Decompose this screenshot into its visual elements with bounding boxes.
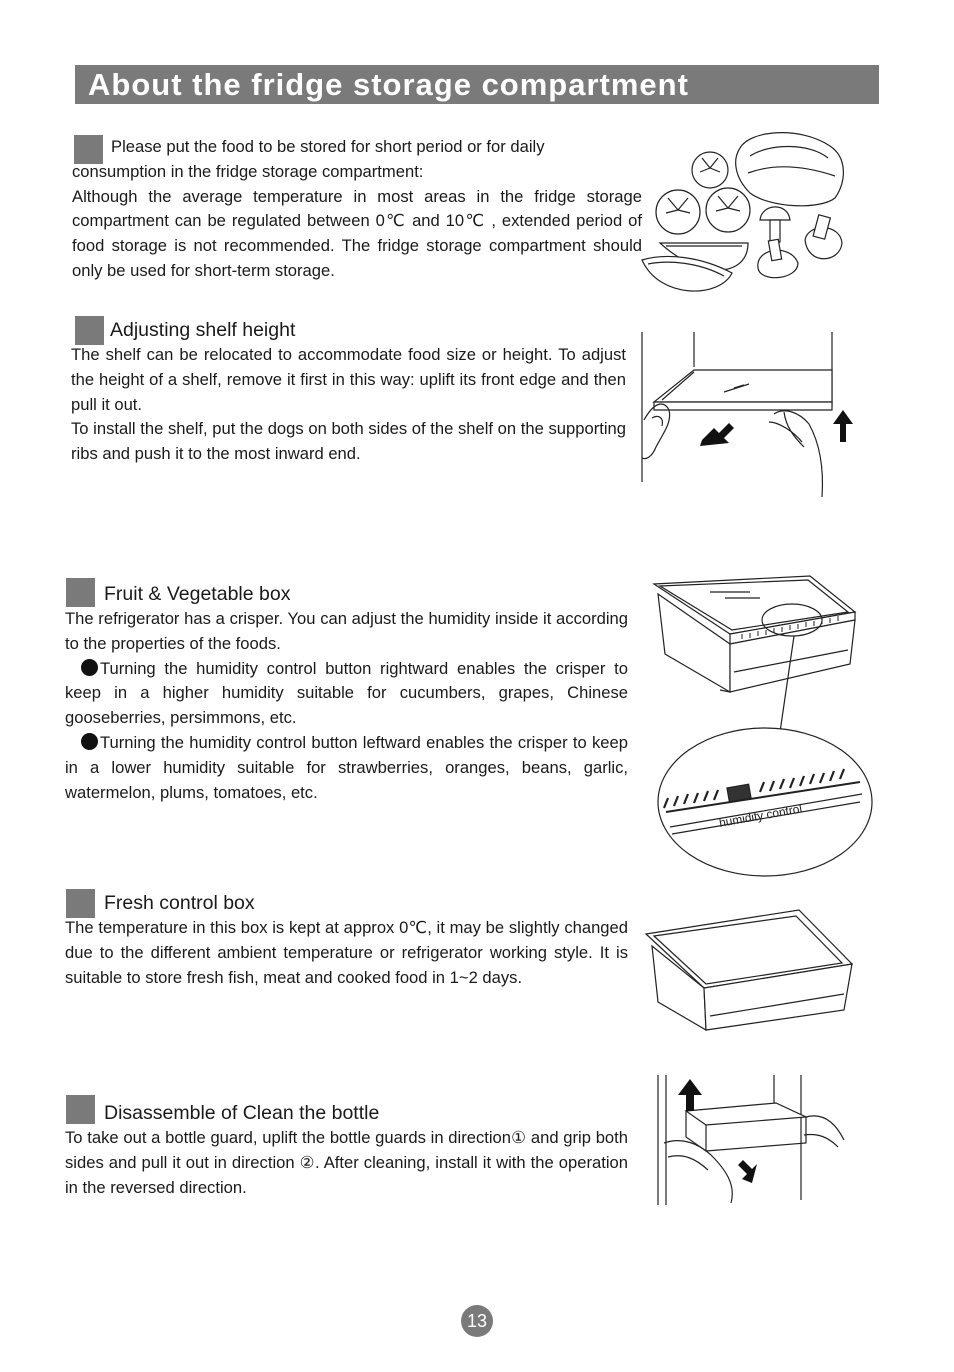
bottle-paragraph-1: To take out a bottle guard, uplift the bottle guards in direction① and grip both sides and pull it out in direction ②. After cleaning, install it with the operation in the reversed direction. [65,1128,628,1197]
intro-line-2: Although the average temperature in most areas in the fridge storage compartment can be regulated between 0℃ and 10℃ , extended period of food storage is not recommended. The fridge storage compartment should only be used for short-term storage. [72,186,642,280]
food-illustration [640,128,850,303]
crisper-paragraph-1: The refrigerator has a crisper. You can adjust the humidity inside it according to the properties of the foods. [65,609,628,653]
shelf-illustration [634,332,864,497]
intro-line-1: Please put the food to be stored for short period or for daily consumption in the fridge storage compartment: [72,137,545,181]
fresh-text [65,916,628,990]
crisper-text [65,607,628,805]
bullet-dot [81,659,98,676]
bottle-text [65,1126,628,1200]
fresh-box-illustration [644,906,856,1036]
page-number: 13 [461,1305,493,1337]
shelf-text [71,343,626,467]
crisper-bullet-2 [65,731,628,805]
fresh-paragraph-1: The temperature in this box is kept at approx 0℃, it may be slightly changed due to the different ambient temperature or refrigerator working style. It is suitable to store fresh fish, meat and cooked food in 1~2 days. [65,918,628,987]
title-banner [75,65,879,104]
bottle-heading: Disassemble of Clean the bottle [104,1102,380,1124]
page-title: About the fridge storage compartment [88,67,689,102]
section-marker-square [66,889,95,918]
bullet-dot [81,733,98,750]
fresh-heading: Fresh control box [104,892,255,914]
crisper-illustration [650,572,875,882]
section-marker-square [66,1095,95,1124]
section-marker-square [66,578,95,607]
crisper-heading: Fruit & Vegetable box [104,583,291,605]
intro-text [72,135,642,284]
humidity-control-label: humidity control [717,801,804,830]
bottle-guard-illustration [656,1075,850,1215]
crisper-bullet-1 [65,657,628,731]
shelf-paragraph-2: To install the shelf, put the dogs on both sides of the shelf on the supporting ribs and push it to the most inward end. [71,419,626,464]
shelf-paragraph-1: The shelf can be relocated to accommodate food size or height. To adjust the height of a shelf, remove it first in this way: uplift its front edge and then pull it out. [71,345,626,414]
crisper-bullet-1-text: Turning the humidity control button rightward enables the crisper to keep in a higher humidity suitable for cucumbers, grapes, Chinese gooseberries, persimmons, etc. [65,658,628,728]
shelf-heading: Adjusting shelf height [110,319,296,341]
section-marker-square [75,316,104,345]
crisper-bullet-2-text: Turning the humidity control button leftward enables the crisper to keep in a lower humidity suitable for strawberries, oranges, beans, garlic, watermelon, plums, tomatoes, etc. [65,732,628,802]
